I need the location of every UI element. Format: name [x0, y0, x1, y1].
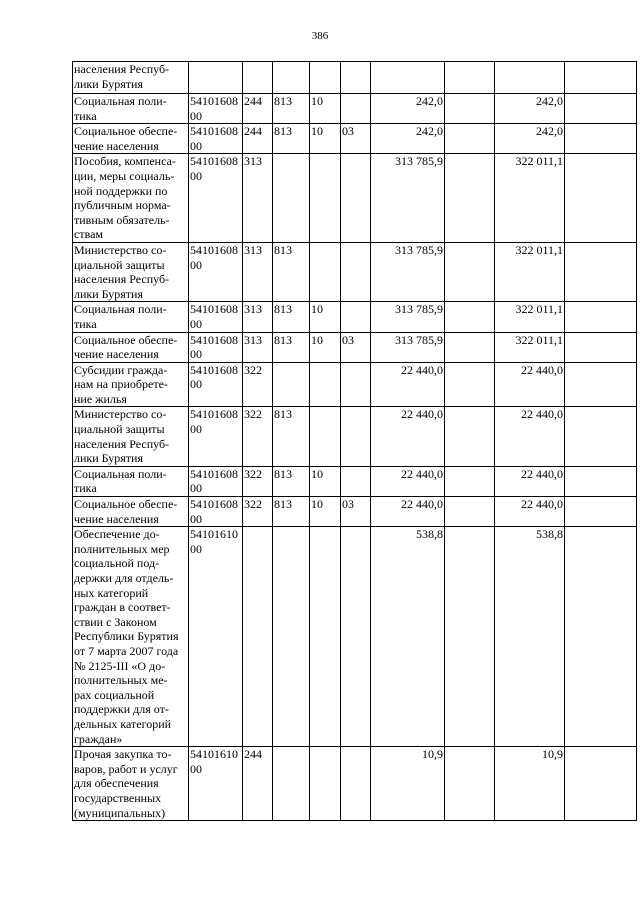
cell-ministry-code [273, 527, 310, 747]
cell-subsection: 03 [341, 124, 371, 154]
cell-amount-2 [445, 527, 495, 747]
cell-amount-3: 322 011,1 [495, 242, 565, 301]
cell-amount-1: 22 440,0 [371, 407, 445, 466]
cell-amount-1: 10,9 [371, 747, 445, 821]
table-row [73, 332, 637, 362]
table-row [73, 302, 637, 332]
cell-target-article: 54101608 00 [189, 362, 243, 407]
cell-subsection [341, 302, 371, 332]
cell-amount-2 [445, 154, 495, 243]
cell-amount-1: 242,0 [371, 94, 445, 124]
cell-amount-1: 313 785,9 [371, 332, 445, 362]
cell-name: Социальная поли- тика [73, 94, 189, 124]
cell-amount-1: 313 785,9 [371, 302, 445, 332]
cell-amount-2 [445, 466, 495, 496]
cell-ministry-code [273, 362, 310, 407]
cell-amount-3: 538,8 [495, 527, 565, 747]
cell-ministry-code: 813 [273, 466, 310, 496]
cell-section: 10 [310, 124, 341, 154]
cell-section [310, 527, 341, 747]
cell-amount-2 [445, 242, 495, 301]
cell-expense-type [243, 527, 273, 747]
cell-ministry-code [273, 747, 310, 821]
cell-expense-type: 322 [243, 362, 273, 407]
cell-subsection [341, 407, 371, 466]
budget-table [72, 61, 637, 821]
cell-amount-2 [445, 362, 495, 407]
cell-ministry-code [273, 62, 310, 94]
cell-target-article: 54101608 00 [189, 332, 243, 362]
cell-subsection [341, 154, 371, 243]
cell-section [310, 407, 341, 466]
cell-target-article: 54101610 00 [189, 747, 243, 821]
cell-expense-type [243, 62, 273, 94]
cell-amount-1: 538,8 [371, 527, 445, 747]
cell-subsection: 03 [341, 332, 371, 362]
table-row [73, 154, 637, 243]
cell-expense-type: 322 [243, 466, 273, 496]
cell-subsection: 03 [341, 497, 371, 527]
cell-target-article: 54101610 00 [189, 527, 243, 747]
cell-amount-3: 10,9 [495, 747, 565, 821]
cell-ministry-code: 813 [273, 302, 310, 332]
cell-amount-3: 322 011,1 [495, 154, 565, 243]
cell-subsection [341, 466, 371, 496]
cell-amount-3 [495, 62, 565, 94]
cell-amount-2 [445, 62, 495, 94]
cell-amount-1: 22 440,0 [371, 497, 445, 527]
cell-expense-type: 313 [243, 154, 273, 243]
cell-amount-4 [565, 747, 637, 821]
cell-ministry-code: 813 [273, 242, 310, 301]
cell-name: Субсидии гражда- нам на приобрете- ние жилья [73, 362, 189, 407]
cell-amount-4 [565, 94, 637, 124]
cell-amount-3: 22 440,0 [495, 466, 565, 496]
cell-amount-1: 313 785,9 [371, 242, 445, 301]
table-row [73, 407, 637, 466]
cell-name: Социальное обеспе- чение населения [73, 497, 189, 527]
cell-target-article: 54101608 00 [189, 242, 243, 301]
cell-target-article: 54101608 00 [189, 124, 243, 154]
table-row [73, 362, 637, 407]
cell-section [310, 154, 341, 243]
cell-target-article: 54101608 00 [189, 94, 243, 124]
cell-amount-2 [445, 332, 495, 362]
table-row [73, 497, 637, 527]
table-row [73, 242, 637, 301]
cell-amount-1: 242,0 [371, 124, 445, 154]
cell-section [310, 62, 341, 94]
cell-subsection [341, 362, 371, 407]
cell-expense-type: 322 [243, 407, 273, 466]
cell-name: Министерство со- циальной защиты населения Респуб- лики Бурятия [73, 242, 189, 301]
cell-amount-4 [565, 154, 637, 243]
cell-amount-3: 22 440,0 [495, 497, 565, 527]
table-row [73, 94, 637, 124]
cell-target-article: 54101608 00 [189, 407, 243, 466]
cell-amount-1: 313 785,9 [371, 154, 445, 243]
cell-amount-4 [565, 332, 637, 362]
cell-amount-4 [565, 302, 637, 332]
cell-amount-2 [445, 407, 495, 466]
cell-amount-4 [565, 527, 637, 747]
cell-amount-4 [565, 124, 637, 154]
cell-amount-1: 22 440,0 [371, 362, 445, 407]
table-body [73, 62, 637, 821]
cell-section: 10 [310, 466, 341, 496]
cell-amount-2 [445, 94, 495, 124]
cell-amount-1: 22 440,0 [371, 466, 445, 496]
table-row [73, 124, 637, 154]
cell-ministry-code [273, 154, 310, 243]
table-row [73, 466, 637, 496]
cell-amount-2 [445, 497, 495, 527]
cell-section [310, 362, 341, 407]
cell-amount-3: 322 011,1 [495, 332, 565, 362]
table-row [73, 62, 637, 94]
cell-amount-4 [565, 466, 637, 496]
cell-name: Социальная поли- тика [73, 466, 189, 496]
cell-ministry-code: 813 [273, 407, 310, 466]
table-row [73, 527, 637, 747]
cell-name: Социальная поли- тика [73, 302, 189, 332]
cell-expense-type: 313 [243, 332, 273, 362]
cell-subsection [341, 747, 371, 821]
cell-subsection [341, 242, 371, 301]
cell-amount-2 [445, 302, 495, 332]
cell-ministry-code: 813 [273, 124, 310, 154]
table-row [73, 747, 637, 821]
cell-section: 10 [310, 497, 341, 527]
cell-target-article: 54101608 00 [189, 497, 243, 527]
cell-amount-4 [565, 62, 637, 94]
cell-amount-4 [565, 407, 637, 466]
cell-section [310, 747, 341, 821]
cell-section: 10 [310, 302, 341, 332]
cell-expense-type: 322 [243, 497, 273, 527]
cell-ministry-code: 813 [273, 94, 310, 124]
cell-amount-3: 242,0 [495, 94, 565, 124]
cell-name: населения Респуб- лики Бурятия [73, 62, 189, 94]
cell-section: 10 [310, 94, 341, 124]
cell-section [310, 242, 341, 301]
cell-ministry-code: 813 [273, 332, 310, 362]
cell-expense-type: 244 [243, 747, 273, 821]
cell-amount-4 [565, 242, 637, 301]
cell-subsection [341, 62, 371, 94]
cell-ministry-code: 813 [273, 497, 310, 527]
cell-name: Обеспечение до- полнительных мер социальной под- держки для отдель- ных категорий граждан в соответ- ствии с Законом Республики Бурятия от 7 марта 2007 года № 2125-III «О до- полнительных ме- рах социальной поддержки для от- дельных категорий граждан» [73, 527, 189, 747]
cell-expense-type: 244 [243, 124, 273, 154]
cell-subsection [341, 94, 371, 124]
cell-amount-3: 322 011,1 [495, 302, 565, 332]
cell-amount-4 [565, 497, 637, 527]
cell-amount-2 [445, 124, 495, 154]
cell-subsection [341, 527, 371, 747]
cell-target-article [189, 62, 243, 94]
page-number: 386 [311, 30, 329, 42]
cell-name: Министерство со- циальной защиты населения Респуб- лики Бурятия [73, 407, 189, 466]
cell-target-article: 54101608 00 [189, 466, 243, 496]
cell-name: Пособия, компенса- ции, меры социаль- ной поддержки по публичным норма- тивным обязатель- ствам [73, 154, 189, 243]
cell-amount-3: 22 440,0 [495, 407, 565, 466]
cell-target-article: 54101608 00 [189, 302, 243, 332]
cell-expense-type: 244 [243, 94, 273, 124]
cell-amount-4 [565, 362, 637, 407]
cell-amount-3: 242,0 [495, 124, 565, 154]
cell-target-article: 54101608 00 [189, 154, 243, 243]
cell-expense-type: 313 [243, 242, 273, 301]
cell-name: Прочая закупка то- варов, работ и услуг для обеспечения государственных (муниципальных) [73, 747, 189, 821]
cell-section: 10 [310, 332, 341, 362]
cell-name: Социальное обеспе- чение населения [73, 124, 189, 154]
cell-amount-1 [371, 62, 445, 94]
cell-amount-2 [445, 747, 495, 821]
cell-name: Социальное обеспе- чение населения [73, 332, 189, 362]
cell-amount-3: 22 440,0 [495, 362, 565, 407]
cell-expense-type: 313 [243, 302, 273, 332]
